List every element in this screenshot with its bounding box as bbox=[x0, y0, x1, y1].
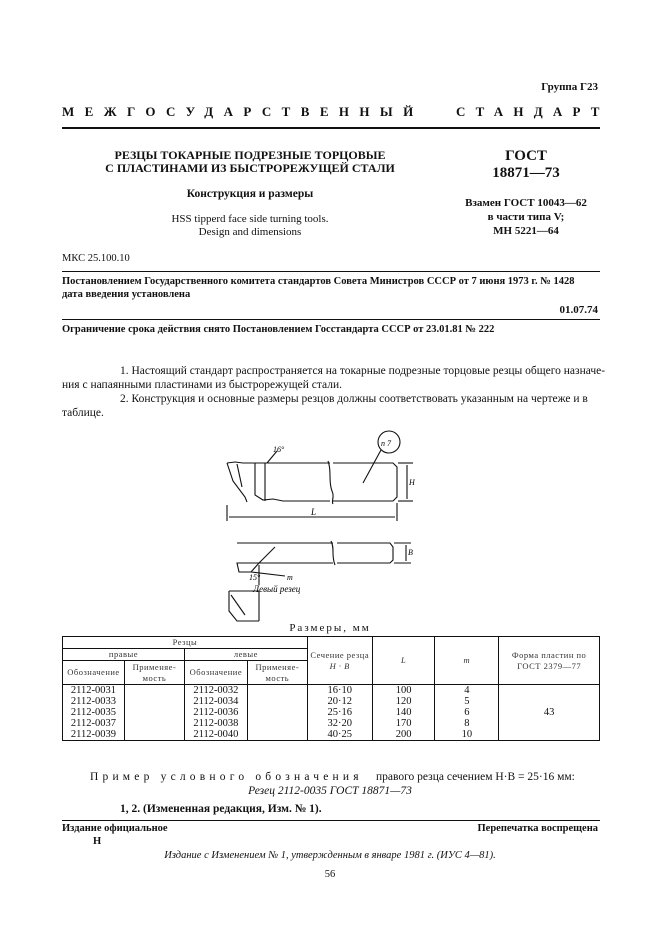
header-form: Форма пластин по ГОСТ 2379—77 bbox=[499, 637, 600, 685]
left-cutter-label: Левый резец bbox=[253, 584, 301, 594]
table-cell-empty bbox=[124, 718, 184, 729]
example-designation: Резец 2112-0035 ГОСТ 18871—73 bbox=[248, 785, 412, 797]
header-section-formula: H · B bbox=[329, 660, 350, 671]
header-rule bbox=[62, 127, 600, 129]
title-en-line1: HSS tipperd face side turning tools. bbox=[171, 213, 329, 225]
gost-number: 18871—73 bbox=[492, 165, 560, 181]
table-cell-right: 2112-0037 bbox=[63, 718, 125, 729]
footer-edition: Издание с Изменением № 1, утвержденным в январе 1981 г. (ИУС 4—81). bbox=[164, 850, 496, 861]
table-cell-section: 25·16 bbox=[307, 707, 372, 718]
table-cell-left: 2112-0040 bbox=[184, 729, 247, 741]
paragraph-2-line2: таблице. bbox=[62, 407, 104, 419]
table-cell-left: 2112-0034 bbox=[184, 696, 247, 707]
header-designation-right: Обозначение bbox=[63, 661, 125, 685]
header-application-right: Применяе-мость bbox=[124, 661, 184, 685]
table-cell-section: 20·12 bbox=[307, 696, 372, 707]
table-cell-empty bbox=[124, 685, 184, 697]
limit-text: Ограничение срока действия снято Постановлением Госстандарта СССР от 23.01.81 № 222 bbox=[62, 324, 495, 335]
table-cell-section: 32·20 bbox=[307, 718, 372, 729]
header-section-text: Сечение резца bbox=[310, 649, 370, 660]
table-cell-section: 40·25 bbox=[307, 729, 372, 741]
header-designation-left: Обозначение bbox=[184, 661, 247, 685]
group-label: Группа Г23 bbox=[541, 81, 598, 93]
angle-top-label: 16° bbox=[273, 445, 285, 454]
footer-letter: Н bbox=[93, 836, 102, 847]
table-cell-empty bbox=[247, 718, 307, 729]
title-line1: РЕЗЦЫ ТОКАРНЫЕ ПОДРЕЗНЫЕ ТОРЦОВЫЕ bbox=[114, 148, 386, 162]
table-caption: Размеры, мм bbox=[289, 622, 371, 634]
mks-rule bbox=[62, 271, 600, 272]
table-cell-m: 6 bbox=[435, 707, 499, 718]
table-cell-L: 170 bbox=[372, 718, 435, 729]
left-cutter-sketch bbox=[229, 591, 259, 621]
header-application-left: Применяе-мость bbox=[247, 661, 307, 685]
table-cell-empty bbox=[124, 696, 184, 707]
table-cell-L: 100 bbox=[372, 685, 435, 697]
table-cell-empty bbox=[247, 729, 307, 741]
paragraph-1-line1: 1. Настоящий стандарт распространяется на токарные подрезные торцовые резцы общего назначе- bbox=[120, 365, 606, 377]
gost-label: ГОСТ bbox=[505, 148, 547, 164]
header-cutters: Резцы bbox=[63, 637, 308, 649]
dim-b-label: B bbox=[408, 548, 413, 557]
table-cell-m: 4 bbox=[435, 685, 499, 697]
angle-bottom-label: 15° bbox=[249, 573, 261, 582]
banner-left: МЕЖГОСУДАРСТВЕННЫЙ bbox=[62, 104, 424, 119]
cutter-drawing bbox=[215, 425, 425, 625]
table-cell-empty bbox=[247, 696, 307, 707]
decree-date: 01.07.74 bbox=[559, 304, 598, 316]
example-text: правого резца сечением H·B = 25·16 мм: bbox=[376, 771, 575, 783]
gost-replace1: Взамен ГОСТ 10043—62 bbox=[465, 197, 587, 209]
page-number: 56 bbox=[324, 869, 336, 880]
footer-official: Издание официальное bbox=[62, 823, 168, 834]
subtitle: Конструкция и размеры bbox=[186, 188, 314, 200]
mks-code: МКС 25.100.10 bbox=[62, 253, 130, 264]
table-cell-section: 16·10 bbox=[307, 685, 372, 697]
header-section bbox=[307, 637, 372, 685]
table-cell-left: 2112-0036 bbox=[184, 707, 247, 718]
top-view-body-upper bbox=[227, 462, 330, 501]
table-cell-empty bbox=[124, 729, 184, 741]
table-cell-m: 10 bbox=[435, 729, 499, 741]
table-cell-empty bbox=[247, 707, 307, 718]
header-left: левые bbox=[184, 649, 307, 661]
header-right: правые bbox=[63, 649, 185, 661]
header-L: L bbox=[372, 637, 435, 685]
gost-replace3: МН 5221—64 bbox=[493, 225, 559, 237]
table-cell-m: 5 bbox=[435, 696, 499, 707]
gost-replace2: в части типа V; bbox=[487, 211, 565, 223]
table-cell-right: 2112-0035 bbox=[63, 707, 125, 718]
table-cell-left: 2112-0038 bbox=[184, 718, 247, 729]
footer-rule bbox=[62, 820, 600, 821]
title-en-line2: Design and dimensions bbox=[198, 226, 302, 238]
table-cell-left: 2112-0032 bbox=[184, 685, 247, 697]
dim-h-label: H bbox=[409, 478, 415, 487]
table-cell-L: 120 bbox=[372, 696, 435, 707]
decree-line2: дата введения установлена bbox=[62, 289, 191, 300]
header-m: m bbox=[435, 637, 499, 685]
title-line2: С ПЛАСТИНАМИ ИЗ БЫСТРОРЕЖУЩЕЙ СТАЛИ bbox=[105, 161, 395, 175]
side-view-body bbox=[237, 543, 393, 572]
decree-rule bbox=[62, 319, 600, 320]
example-label: Пример условного обозначения bbox=[90, 771, 363, 783]
table-cell-right: 2112-0031 bbox=[63, 685, 125, 697]
banner-right: СТАНДАРТ bbox=[456, 104, 610, 119]
table-cell-L: 140 bbox=[372, 707, 435, 718]
callout-label: п 7 bbox=[381, 439, 391, 448]
table-cell-m: 8 bbox=[435, 718, 499, 729]
footer-reprint: Перепечатка воспрещена bbox=[477, 823, 598, 834]
table-cell-L: 200 bbox=[372, 729, 435, 741]
paragraph-2-line1: 2. Конструкция и основные размеры резцов должны соответствовать указанным на чертеже и в bbox=[120, 393, 588, 405]
amendment-text: 1, 2. (Измененная редакция, Изм. № 1). bbox=[120, 803, 322, 815]
table-cell-form: 43 bbox=[499, 685, 600, 741]
table-cell-empty bbox=[247, 685, 307, 697]
table-cell-right: 2112-0039 bbox=[63, 729, 125, 741]
amendment-note bbox=[120, 803, 322, 815]
dimensions-table bbox=[62, 636, 600, 741]
table-cell-right: 2112-0033 bbox=[63, 696, 125, 707]
dim-l-label: L bbox=[311, 507, 317, 517]
dim-m-label: m bbox=[287, 573, 293, 582]
paragraph-1-line2: ния с напаянными пластинами из быстрорежущей стали. bbox=[62, 379, 342, 391]
table-cell-empty bbox=[124, 707, 184, 718]
decree-line1: Постановлением Государственного комитета стандартов Совета Министров СССР от 7 июня 1973 г. № 1428 bbox=[62, 276, 575, 287]
